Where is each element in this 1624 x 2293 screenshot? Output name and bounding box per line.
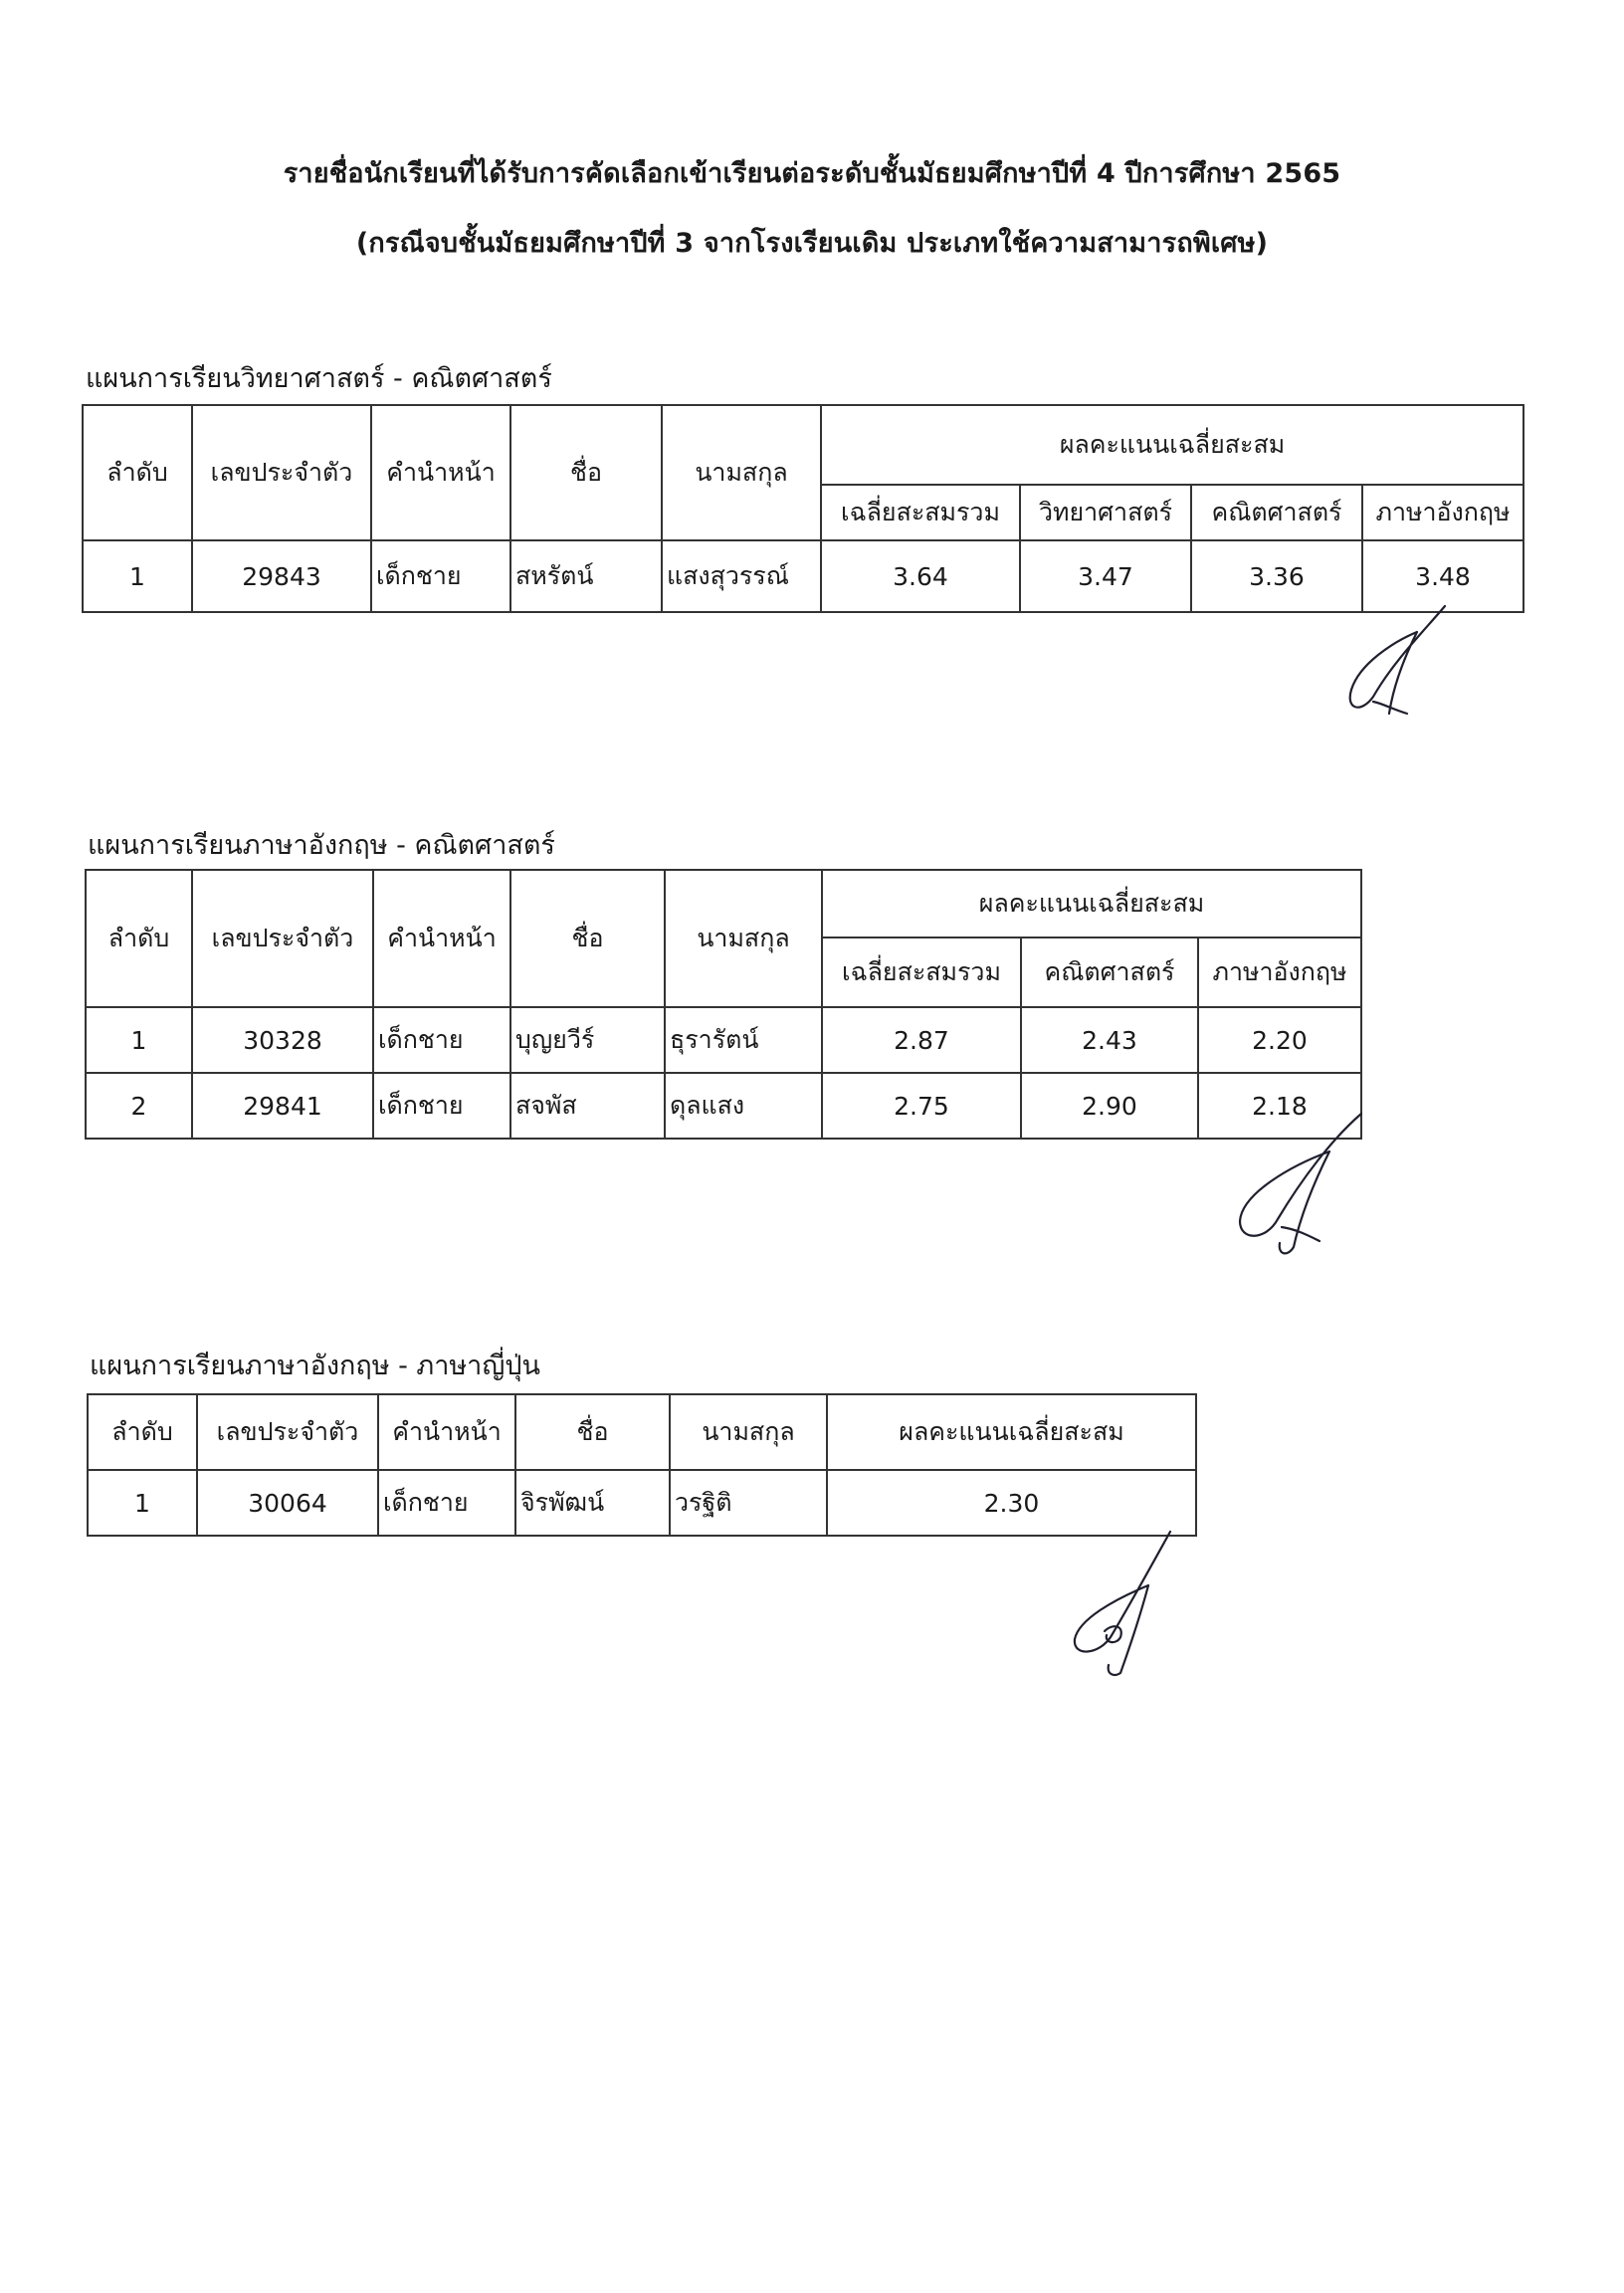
cell-student-id: 29841: [192, 1073, 373, 1139]
signature-1: [1333, 602, 1473, 722]
header-english: ภาษาอังกฤษ: [1198, 938, 1361, 1007]
table-sci-math: [82, 404, 1524, 613]
header-gpa-total: เฉลี่ยสะสมรวม: [821, 485, 1020, 540]
header-student-id: เลขประจำตัว: [197, 1394, 378, 1470]
cell-science: 3.47: [1020, 540, 1191, 612]
header-last-name: นามสกุล: [670, 1394, 827, 1470]
table-row: [86, 1007, 1361, 1073]
cell-order: 1: [88, 1470, 197, 1536]
header-science: วิทยาศาสตร์: [1020, 485, 1191, 540]
cell-last-name: แสงสุวรรณ์: [662, 540, 821, 612]
header-student-id: เลขประจำตัว: [192, 870, 373, 1007]
section-title-eng-jpn: แผนการเรียนภาษาอังกฤษ - ภาษาญี่ปุ่น: [90, 1351, 540, 1381]
cell-math: 2.90: [1021, 1073, 1198, 1139]
cell-english: 3.48: [1362, 540, 1523, 612]
signature-3: [1055, 1528, 1184, 1677]
header-prefix: คำนำหน้า: [373, 870, 510, 1007]
signature-2: [1222, 1110, 1381, 1269]
cell-student-id: 30064: [197, 1470, 378, 1536]
cell-prefix: เด็กชาย: [371, 540, 510, 612]
header-student-id: เลขประจำตัว: [192, 405, 371, 540]
header-order: ลำดับ: [86, 870, 192, 1007]
header-math: คณิตศาสตร์: [1021, 938, 1198, 1007]
table-eng-math: [85, 869, 1362, 1140]
cell-last-name: วรฐิติ: [670, 1470, 827, 1536]
header-gpa-total: เฉลี่ยสะสมรวม: [822, 938, 1021, 1007]
cell-first-name: บุญยวีร์: [510, 1007, 665, 1073]
cell-prefix: เด็กชาย: [373, 1007, 510, 1073]
cell-last-name: ธุรารัตน์: [665, 1007, 822, 1073]
cell-prefix: เด็กชาย: [378, 1470, 515, 1536]
header-first-name: ชื่อ: [510, 405, 662, 540]
table-eng-jpn: [87, 1393, 1197, 1537]
cell-gpa-total: 2.30: [827, 1470, 1196, 1536]
header-first-name: ชื่อ: [510, 870, 665, 1007]
cell-order: 1: [83, 540, 192, 612]
cell-first-name: สจพัส: [510, 1073, 665, 1139]
table-row: [88, 1470, 1196, 1536]
header-prefix: คำนำหน้า: [371, 405, 510, 540]
header-last-name: นามสกุล: [662, 405, 821, 540]
cell-gpa-total: 2.87: [822, 1007, 1021, 1073]
header-order: ลำดับ: [88, 1394, 197, 1470]
table-row: [86, 1073, 1361, 1139]
cell-last-name: ดุลแสง: [665, 1073, 822, 1139]
table-row: [83, 540, 1523, 612]
document-subtitle: (กรณีจบชั้นมัธยมศึกษาปีที่ 3 จากโรงเรียนเดิม ประเภทใช้ความสามารถพิเศษ): [355, 228, 1269, 259]
header-gpa-group: ผลคะแนนเฉลี่ยสะสม: [821, 405, 1523, 485]
cell-student-id: 29843: [192, 540, 371, 612]
cell-first-name: สหรัตน์: [510, 540, 662, 612]
header-first-name: ชื่อ: [515, 1394, 670, 1470]
header-prefix: คำนำหน้า: [378, 1394, 515, 1470]
section-title-eng-math: แผนการเรียนภาษาอังกฤษ - คณิตศาสตร์: [88, 830, 555, 861]
header-gpa-group: ผลคะแนนเฉลี่ยสะสม: [822, 870, 1361, 938]
cell-order: 2: [86, 1073, 192, 1139]
header-english: ภาษาอังกฤษ: [1362, 485, 1523, 540]
header-last-name: นามสกุล: [665, 870, 822, 1007]
cell-student-id: 30328: [192, 1007, 373, 1073]
header-order: ลำดับ: [83, 405, 192, 540]
header-math: คณิตศาสตร์: [1191, 485, 1362, 540]
cell-gpa-total: 2.75: [822, 1073, 1021, 1139]
cell-gpa-total: 3.64: [821, 540, 1020, 612]
cell-english: 2.18: [1198, 1073, 1361, 1139]
cell-math: 3.36: [1191, 540, 1362, 612]
cell-english: 2.20: [1198, 1007, 1361, 1073]
section-title-sci-math: แผนการเรียนวิทยาศาสตร์ - คณิตศาสตร์: [86, 363, 552, 394]
cell-first-name: จิรพัฒน์: [515, 1470, 670, 1536]
cell-prefix: เด็กชาย: [373, 1073, 510, 1139]
header-gpa-group: ผลคะแนนเฉลี่ยสะสม: [827, 1394, 1196, 1470]
cell-math: 2.43: [1021, 1007, 1198, 1073]
document-title: รายชื่อนักเรียนที่ได้รับการคัดเลือกเข้าเรียนต่อระดับชั้นมัธยมศึกษาปีที่ 4 ปีการศึกษา 2565: [283, 158, 1341, 189]
cell-order: 1: [86, 1007, 192, 1073]
